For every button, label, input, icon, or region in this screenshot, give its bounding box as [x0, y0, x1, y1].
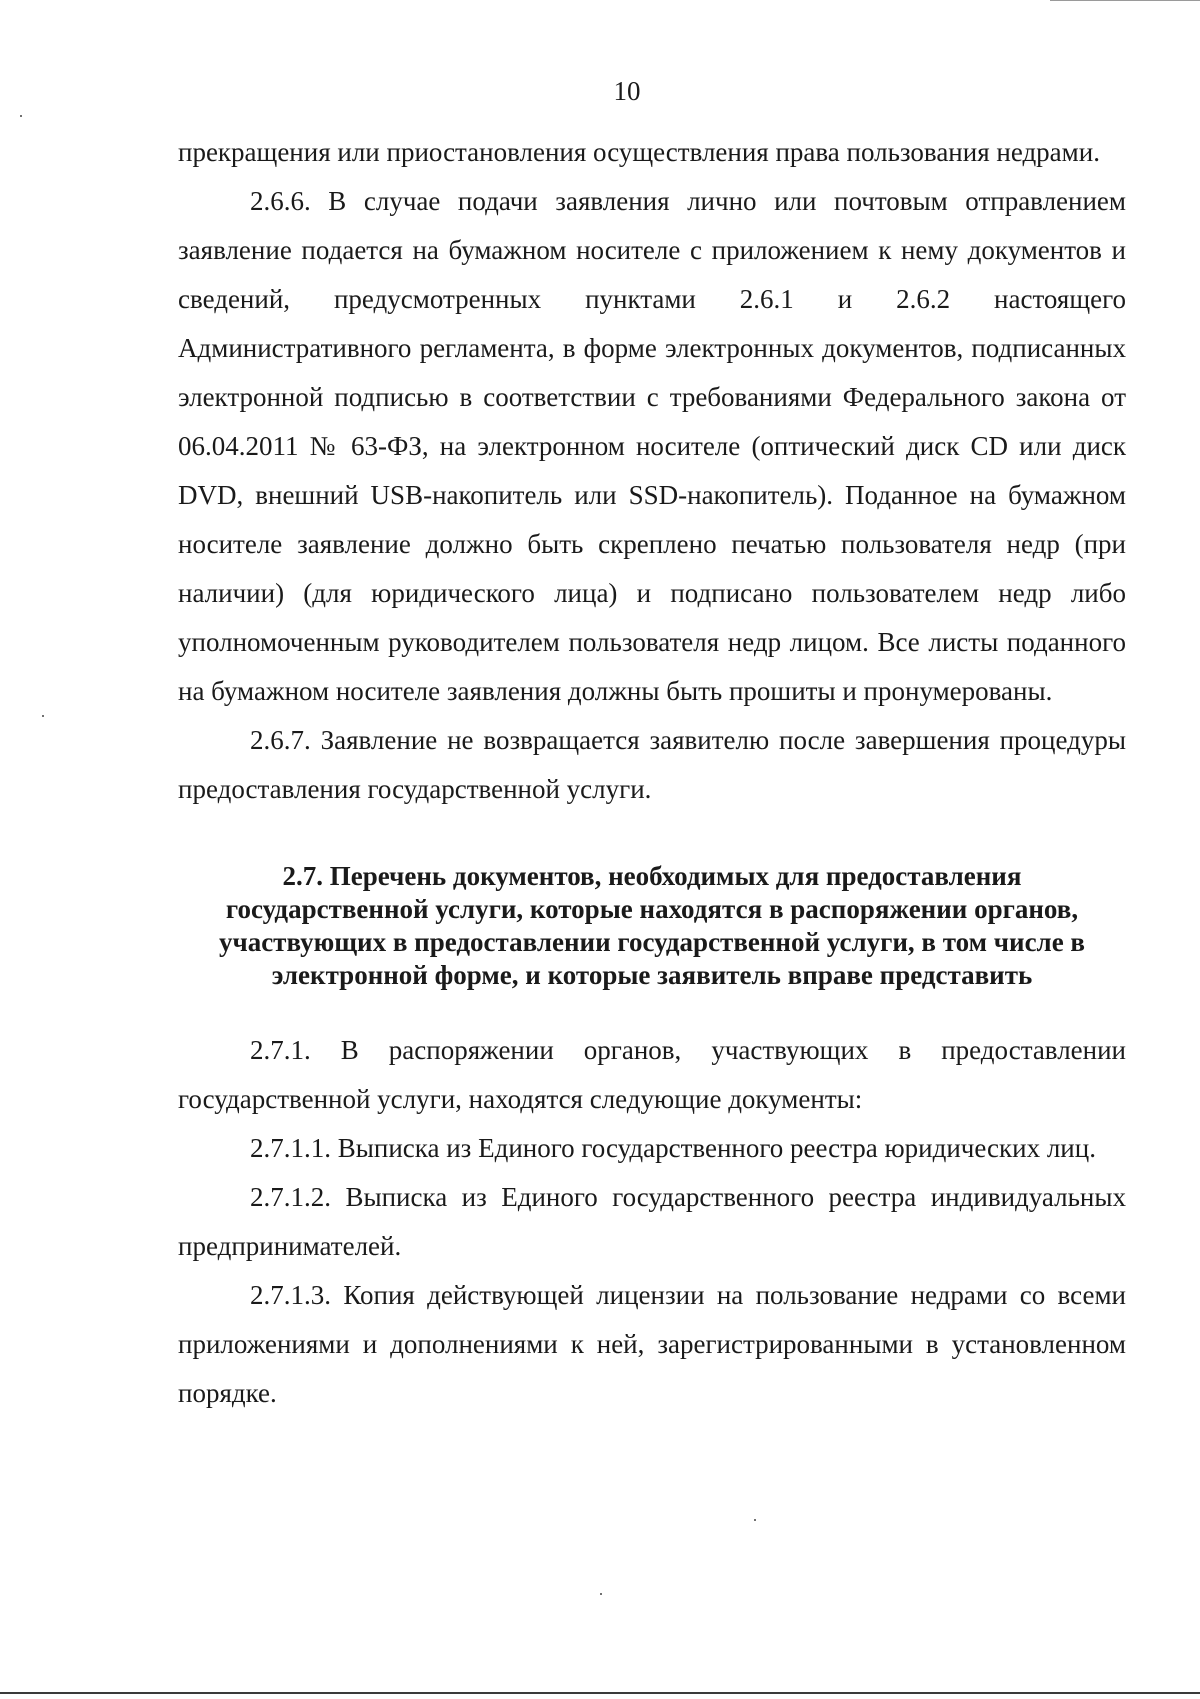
paragraph-2-6-7: 2.6.7. Заявление не возвращается заявителю после завершения процедуры предоставления государственной услуги. [178, 725, 1126, 804]
paragraph-2-7-1-1: 2.7.1.1. Выписка из Единого государственного реестра юридических лиц. [250, 1133, 1096, 1163]
paragraph-2-7-1: 2.7.1. В распоряжении органов, участвующих в предоставлении государственной услуги, находятся следующие документы: [178, 1035, 1126, 1114]
section-heading-2-7: 2.7. Перечень документов, необходимых для предоставления государственной услуги, которые находятся в распоряжении органов, участвующих в предоставлении государственной услуги, в том числе в электронной форме, и которые заявитель вправе представить [218, 861, 1086, 990]
scan-speck [754, 1519, 756, 1521]
paragraph-2-7-1-3: 2.7.1.3. Копия действующей лицензии на пользование недрами со всеми приложениями и дополнениями к ней, зарегистрированными в установленном порядке. [178, 1280, 1126, 1408]
scan-speck [600, 1593, 602, 1595]
scan-bottom-edge [0, 1692, 1200, 1694]
scan-edge-line [1050, 0, 1200, 1]
document-body [178, 128, 1126, 1418]
page-number: 10 [613, 76, 641, 106]
paragraph-continuation: прекращения или приостановления осуществления права пользования недрами. [178, 137, 1100, 167]
paragraph-2-6-6: 2.6.6. В случае подачи заявления лично или почтовым отправлением заявление подается на бумажном носителе с приложением к нему документов и сведений, предусмотренных пунктами 2.6.1 и 2.6.2 настоящего Административного регламента, в форме электронных документов, подписанных электронной подписью в соответствии с требованиями Федерального закона от 06.04.2011 № 63-ФЗ, на электронном носителе (оптический диск CD или диск DVD, внешний USB-накопитель или SSD-накопитель). Поданное на бумажном носителе заявление должно быть скреплено печатью пользователя недр (при наличии) (для юридического лица) и подписано пользователем недр либо уполномоченным руководителем пользователя недр лицом. Все листы поданного на бумажном носителе заявления должны быть прошиты и пронумерованы. [178, 186, 1126, 706]
paragraph-2-7-1-2: 2.7.1.2. Выписка из Единого государственного реестра индивидуальных предпринимателей. [178, 1182, 1126, 1261]
scan-speck [42, 715, 44, 717]
scan-speck [20, 115, 22, 117]
